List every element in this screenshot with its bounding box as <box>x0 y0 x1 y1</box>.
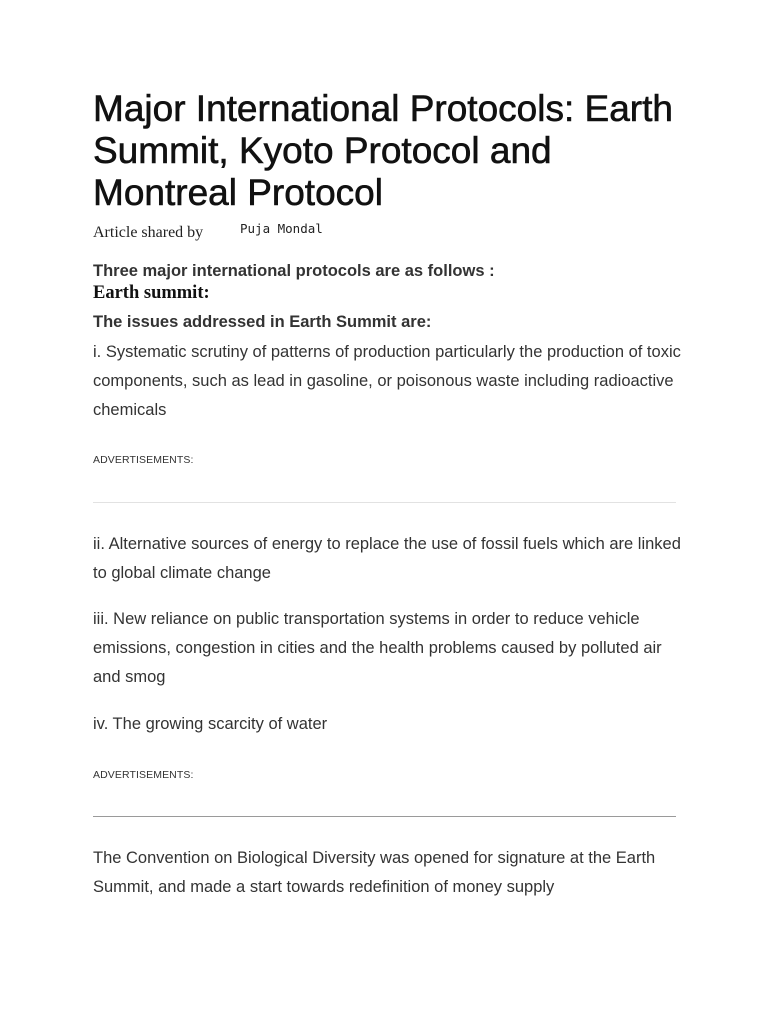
issue-item-1: i. Systematic scrutiny of patterns of production particularly the production of toxic components, such as lead in gasoline, or poisonous waste including radioactive chemicals <box>93 343 681 419</box>
advertisement-label: ADVERTISEMENTS: <box>93 454 194 466</box>
advertisement-divider <box>93 816 676 817</box>
section-heading-earth-summit: Earth summit: <box>93 283 210 303</box>
article-title: Major International Protocols: Earth Summit, Kyoto Protocol and Montreal Protocol <box>93 88 673 213</box>
intro-text: Three major international protocols are as follows : <box>93 262 495 280</box>
advertisement-divider <box>93 502 676 503</box>
byline <box>93 221 676 244</box>
author-name[interactable]: Puja Mondal <box>240 221 323 236</box>
closing-paragraph: The Convention on Biological Diversity was opened for signature at the Earth Summit, and made a start towards redefinition of money supply <box>93 849 656 896</box>
issue-item-4: iv. The growing scarcity of water <box>93 715 328 733</box>
issues-subheading: The issues addressed in Earth Summit are: <box>93 313 432 331</box>
issue-item-2: ii. Alternative sources of energy to replace the use of fossil fuels which are linked to global climate change <box>93 535 681 582</box>
byline-label: Article shared by <box>93 224 204 241</box>
issue-item-3: iii. New reliance on public transportation systems in order to reduce vehicle emissions, congestion in cities and the health problems caused by polluted air and smog <box>93 610 662 686</box>
advertisement-label: ADVERTISEMENTS: <box>93 769 194 781</box>
